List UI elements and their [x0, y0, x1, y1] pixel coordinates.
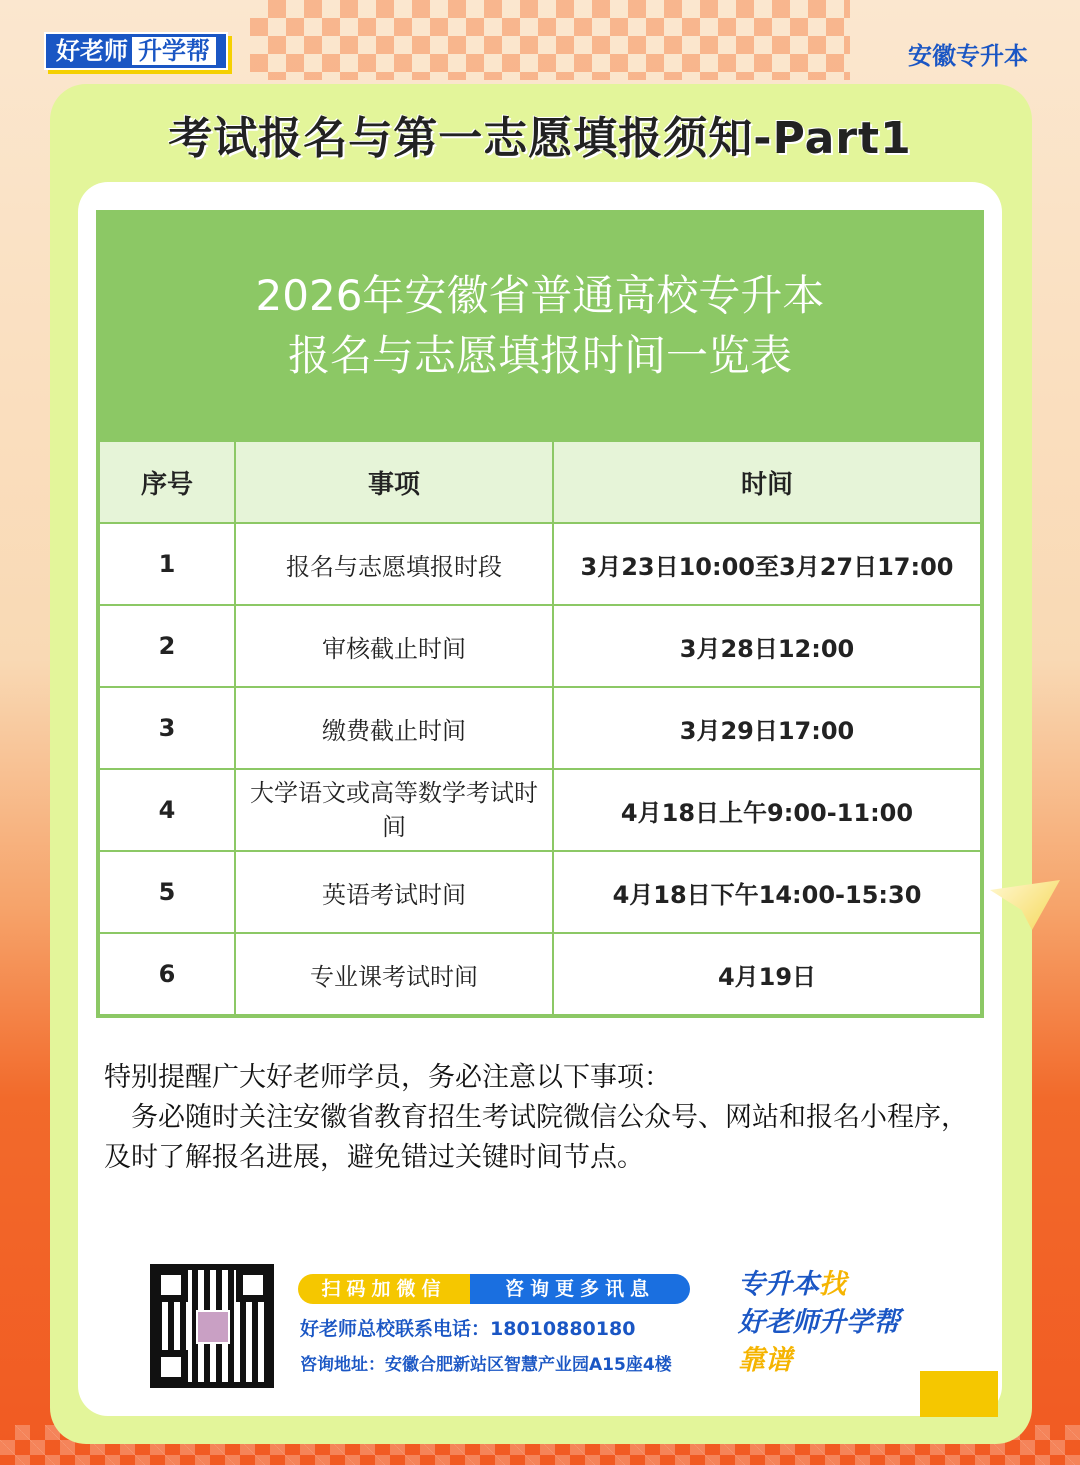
- row-item: 英语考试时间: [235, 851, 553, 933]
- row-item: 审核截止时间: [235, 605, 553, 687]
- qr-finder-topleft: [154, 1268, 188, 1302]
- row-num: 1: [99, 523, 235, 605]
- logo-sub: 升学帮: [132, 37, 216, 65]
- row-num: 6: [99, 933, 235, 1015]
- row-num: 5: [99, 851, 235, 933]
- row-item: 报名与志愿填报时段: [235, 523, 553, 605]
- table-title: [98, 212, 982, 440]
- table-row: [99, 851, 981, 933]
- notice-heading: 特别提醒广大好老师学员，务必注意以下事项：: [104, 1062, 671, 1093]
- row-time: 4月19日: [553, 933, 981, 1015]
- stairs-decoration: [920, 1371, 998, 1417]
- header-num: 序号: [99, 441, 235, 523]
- table-title-line1: 2026年安徽省普通高校专升本: [255, 271, 825, 320]
- row-time: 3月29日17:00: [553, 687, 981, 769]
- contact-phone: 好老师总校联系电话：18010880180: [300, 1318, 636, 1340]
- row-time: 3月28日12:00: [553, 605, 981, 687]
- slogan-line2: 好老师升学帮: [738, 1307, 900, 1338]
- contact-pill: [298, 1274, 690, 1304]
- slogan-line1-accent: 找: [819, 1269, 846, 1300]
- row-num: 4: [99, 769, 235, 851]
- row-time: 3月23日10:00至3月27日17:00: [553, 523, 981, 605]
- qr-center-logo: [196, 1310, 230, 1344]
- header-time: 时间: [553, 441, 981, 523]
- row-num: 2: [99, 605, 235, 687]
- table-row: [99, 933, 981, 1015]
- pill-scan-label: 扫码加微信: [298, 1274, 470, 1304]
- slogan-line3: 靠谱: [738, 1345, 792, 1376]
- slogan: [738, 1266, 900, 1380]
- header-item: 事项: [235, 441, 553, 523]
- table-row: [99, 687, 981, 769]
- table-row: [99, 523, 981, 605]
- notice-text: [104, 1058, 974, 1178]
- table-row: [99, 605, 981, 687]
- pill-consult-label: 咨询更多讯息: [470, 1274, 690, 1304]
- row-item: 大学语文或高等数学考试时间: [235, 769, 553, 851]
- table-title-line2: 报名与志愿填报时间一览表: [287, 331, 792, 380]
- logo-main: 好老师: [56, 37, 128, 65]
- row-item: 缴费截止时间: [235, 687, 553, 769]
- qr-code-image: [150, 1264, 274, 1388]
- notice-body: 务必随时关注安徽省教育招生考试院微信公众号、网站和报名小程序，及时了解报名进展，避免错过关键时间节点。: [104, 1102, 968, 1173]
- contact-address: 咨询地址：安徽合肥新站区智慧产业园A15座4楼: [300, 1355, 672, 1375]
- top-checker-decoration: [250, 0, 850, 80]
- row-time: 4月18日上午9:00-11:00: [553, 769, 981, 851]
- page-title: 考试报名与第一志愿填报须知-Part1: [168, 113, 912, 164]
- row-num: 3: [99, 687, 235, 769]
- brand-logo: [44, 32, 228, 70]
- table-header-row: [99, 441, 981, 523]
- region-tag: 安徽专升本: [908, 42, 1028, 70]
- schedule-table: [96, 210, 984, 1018]
- qr-finder-bottomleft: [154, 1350, 188, 1384]
- slogan-line1: 专升本: [738, 1269, 819, 1300]
- schedule-grid: [98, 440, 982, 1016]
- table-row: [99, 769, 981, 851]
- row-time: 4月18日下午14:00-15:30: [553, 851, 981, 933]
- qr-finder-topright: [236, 1268, 270, 1302]
- row-item: 专业课考试时间: [235, 933, 553, 1015]
